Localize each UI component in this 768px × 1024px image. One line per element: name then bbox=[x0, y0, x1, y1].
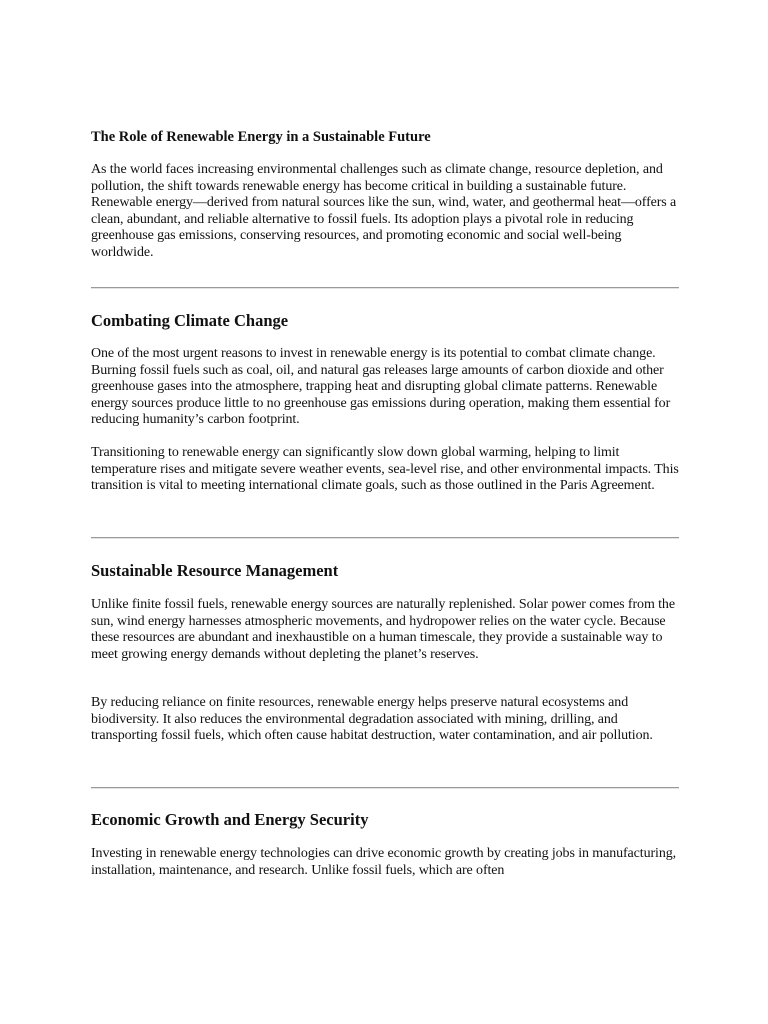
intro-paragraph: As the world faces increasing environmental challenges such as climate change, resource depletion, and pollution, the shift towards renewable energy has become critical in building a sustainable future. Renewable energy—derived from natural sources like the sun, wind, water, and geothermal heat—offers a clean, abundant, and reliable alternative to fossil fuels. Its adoption plays a pivotal role in reducing greenhouse gas emissions, conserving resources, and promoting economic and social well-being worldwide. bbox=[91, 162, 677, 260]
document-title: The Role of Renewable Energy in a Sustainable Future bbox=[91, 129, 431, 145]
resource-management-paragraph-1: Unlike finite fossil fuels, renewable energy sources are naturally replenished. Solar power comes from the sun, wind energy harnesses atmospheric movements, and hydropower relies on the water cycle. Because these resources are abundant and inexhaustible on a human timescale, they provide a sustainable way to meet growing energy demands without depleting the planet’s reserves. bbox=[91, 597, 675, 662]
section-heading-economic-growth: Economic Growth and Energy Security bbox=[91, 810, 369, 829]
resource-management-paragraph-2: By reducing reliance on finite resources, renewable energy helps preserve natural ecosystems and biodiversity. It also reduces the environmental degradation associated with mining, drilling, and transporting fossil fuels, which often cause habitat destruction, water contamination, and air pollution. bbox=[91, 695, 653, 744]
section-divider bbox=[91, 787, 679, 789]
section-divider bbox=[91, 287, 679, 289]
section-divider bbox=[91, 537, 679, 539]
section-heading-climate-change: Combating Climate Change bbox=[91, 311, 289, 330]
economic-growth-paragraph-1: Investing in renewable energy technologies can drive economic growth by creating jobs in manufacturing, installation, maintenance, and research. Unlike fossil fuels, which are often bbox=[91, 846, 677, 878]
climate-change-paragraph-2: Transitioning to renewable energy can significantly slow down global warming, helping to limit temperature rises and mitigate severe weather events, sea-level rise, and other environmental impacts. This transition is vital to meeting international climate goals, such as those outlined in the Paris Agreement. bbox=[91, 445, 679, 494]
section-heading-resource-management: Sustainable Resource Management bbox=[91, 561, 339, 580]
climate-change-paragraph-1: One of the most urgent reasons to invest in renewable energy is its potential to combat climate change. Burning fossil fuels such as coal, oil, and natural gas releases large amounts of carbon dioxide and other greenhouse gases into the atmosphere, trapping heat and disrupting global climate patterns. Renewable energy sources produce little to no greenhouse gas emissions during operation, making them essential for reducing humanity’s carbon footprint. bbox=[91, 346, 671, 428]
